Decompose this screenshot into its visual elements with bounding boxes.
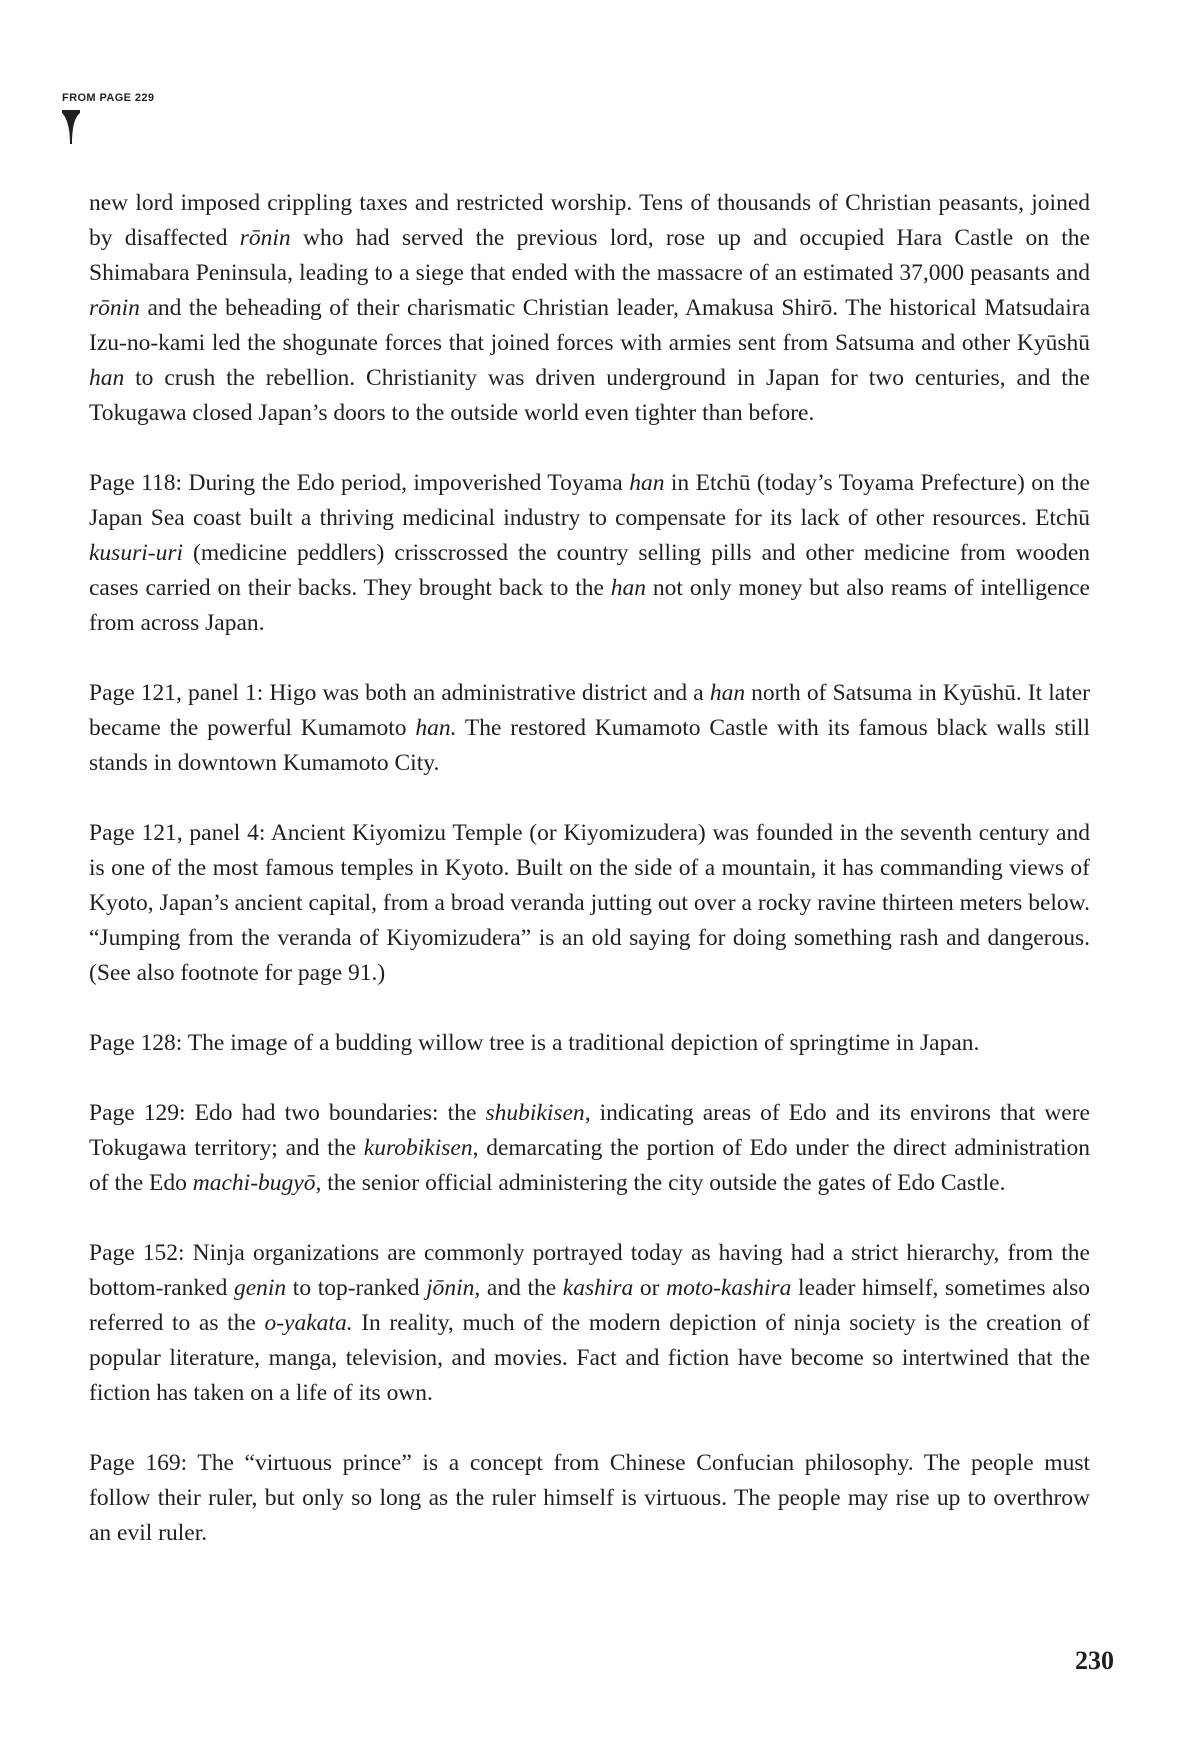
italic-term: jōnin [426,1275,475,1301]
italic-term: han [709,680,746,706]
footnote-paragraph [89,1026,1090,1061]
italic-term: rōnin [239,225,291,251]
footnote-paragraph [89,1096,1090,1201]
text-run: and the beheading of their charismatic Christian leader, Amakusa Shirō. The historical Matsudaira Izu-no-kami led the shogunate forces that joined forces with armies sent from Satsuma and other Kyūshū [89,295,1090,356]
text-run: Page 121, panel 1: Higo was both an administrative district and a [89,680,710,706]
text-run: , the senior official administering the city outside the gates of Edo Castle. [315,1170,1006,1196]
italic-term: han. [415,715,457,741]
text-run: to top-ranked [286,1275,427,1301]
text-run: Page 128: The image of a budding willow tree is a traditional depiction of springtime in Japan. [89,1030,980,1056]
text-run: (medicine peddlers) crisscrossed the country selling pills and other medicine from wooden cases carried on their backs. They brought back to the [89,540,1090,601]
italic-term: kusuri-uri [89,540,183,566]
text-run: Page 169: The “virtuous prince” is a concept from Chinese Confucian philosophy. The people must follow their ruler, but only so long as the ruler himself is virtuous. The people may rise up to overthrow an evil ruler. [89,1450,1090,1546]
text-run: to crush the rebellion. Christianity was driven underground in Japan for two centuries, and the Tokugawa closed Japan’s doors to the outside world even tighter than before. [89,365,1090,426]
italic-term: han [629,470,665,496]
text-run: , indicating areas of Edo and its environs that were Tokugawa territory; and the [89,1100,1090,1161]
text-run: , demarcating the portion of Edo under the direct administration of the Edo [89,1135,1091,1196]
text-run: not only money but also reams of intelligence from across Japan. [89,575,1090,636]
text-run: north of Satsuma in Kyūshū. It later became the powerful Kumamoto [89,680,1091,741]
footnote-paragraph [89,1446,1090,1551]
footnote-paragraph [89,816,1090,991]
text-run: Page 129: Edo had two boundaries: the [89,1100,486,1126]
text-run: Page 152: Ninja organizations are commonly portrayed today as having had a strict hierarchy, from the bottom-ranked [89,1240,1090,1301]
text-run: Page 118: During the Edo period, impoverished Toyama [89,470,630,496]
italic-term: moto-kashira [666,1275,792,1301]
italic-term: han [89,365,125,391]
text-run: who had served the previous lord, rose up and occupied Hara Castle on the Shimabara Peninsula, leading to a siege that ended with the massacre of an estimated 37,000 peasants and [89,225,1090,286]
italic-term: han [610,575,647,601]
italic-term: kashira [562,1275,634,1301]
body-text [89,186,1090,1586]
text-run: Page 121, panel 4: Ancient Kiyomizu Temple (or Kiyomizudera) was founded in the seventh century and is one of the most famous temples in Kyoto. Built on the side of a mountain, it has commanding views of Kyoto, Japan’s ancient capital, from a broad veranda jutting out over a rocky ravine thirteen meters below. “Jumping from the veranda of Kiyomizudera” is an old saying for doing something rash and dangerous. (See also footnote for page 91.) [89,820,1090,986]
down-pointer-icon [62,110,80,144]
text-run: leader himself, sometimes also referred to as the [89,1275,1091,1336]
italic-term: shubikisen [485,1100,585,1126]
text-run: , and the [474,1275,563,1301]
text-run: new lord imposed crippling taxes and restricted worship. Tens of thousands of Christian peasants, joined by disaffected [89,190,1090,251]
footnote-paragraph [89,186,1090,431]
running-head: FROM PAGE 229 [62,92,155,104]
page-number: 230 [1075,1646,1114,1675]
footnote-paragraph [89,466,1090,641]
text-run: The restored Kumamoto Castle with its famous black walls still stands in downtown Kumamoto City. [89,715,1090,776]
italic-term: machi-bugyō [192,1170,316,1196]
footnote-paragraph [89,676,1090,781]
italic-term: kurobikisen [363,1135,473,1161]
italic-term: rōnin [89,295,140,321]
footnote-paragraph [89,1236,1090,1411]
italic-term: genin [233,1275,287,1301]
text-run: In reality, much of the modern depiction of ninja society is the creation of popular literature, manga, television, and movies. Fact and fiction have become so intertwined that the fiction has taken on a life of its own. [89,1310,1090,1406]
italic-term: o-yakata. [264,1310,353,1336]
text-run: in Etchū (today’s Toyama Prefecture) on the Japan Sea coast built a thriving medicinal industry to compensate for its lack of other resources. Etchū [89,470,1090,531]
text-run: or [633,1275,667,1301]
